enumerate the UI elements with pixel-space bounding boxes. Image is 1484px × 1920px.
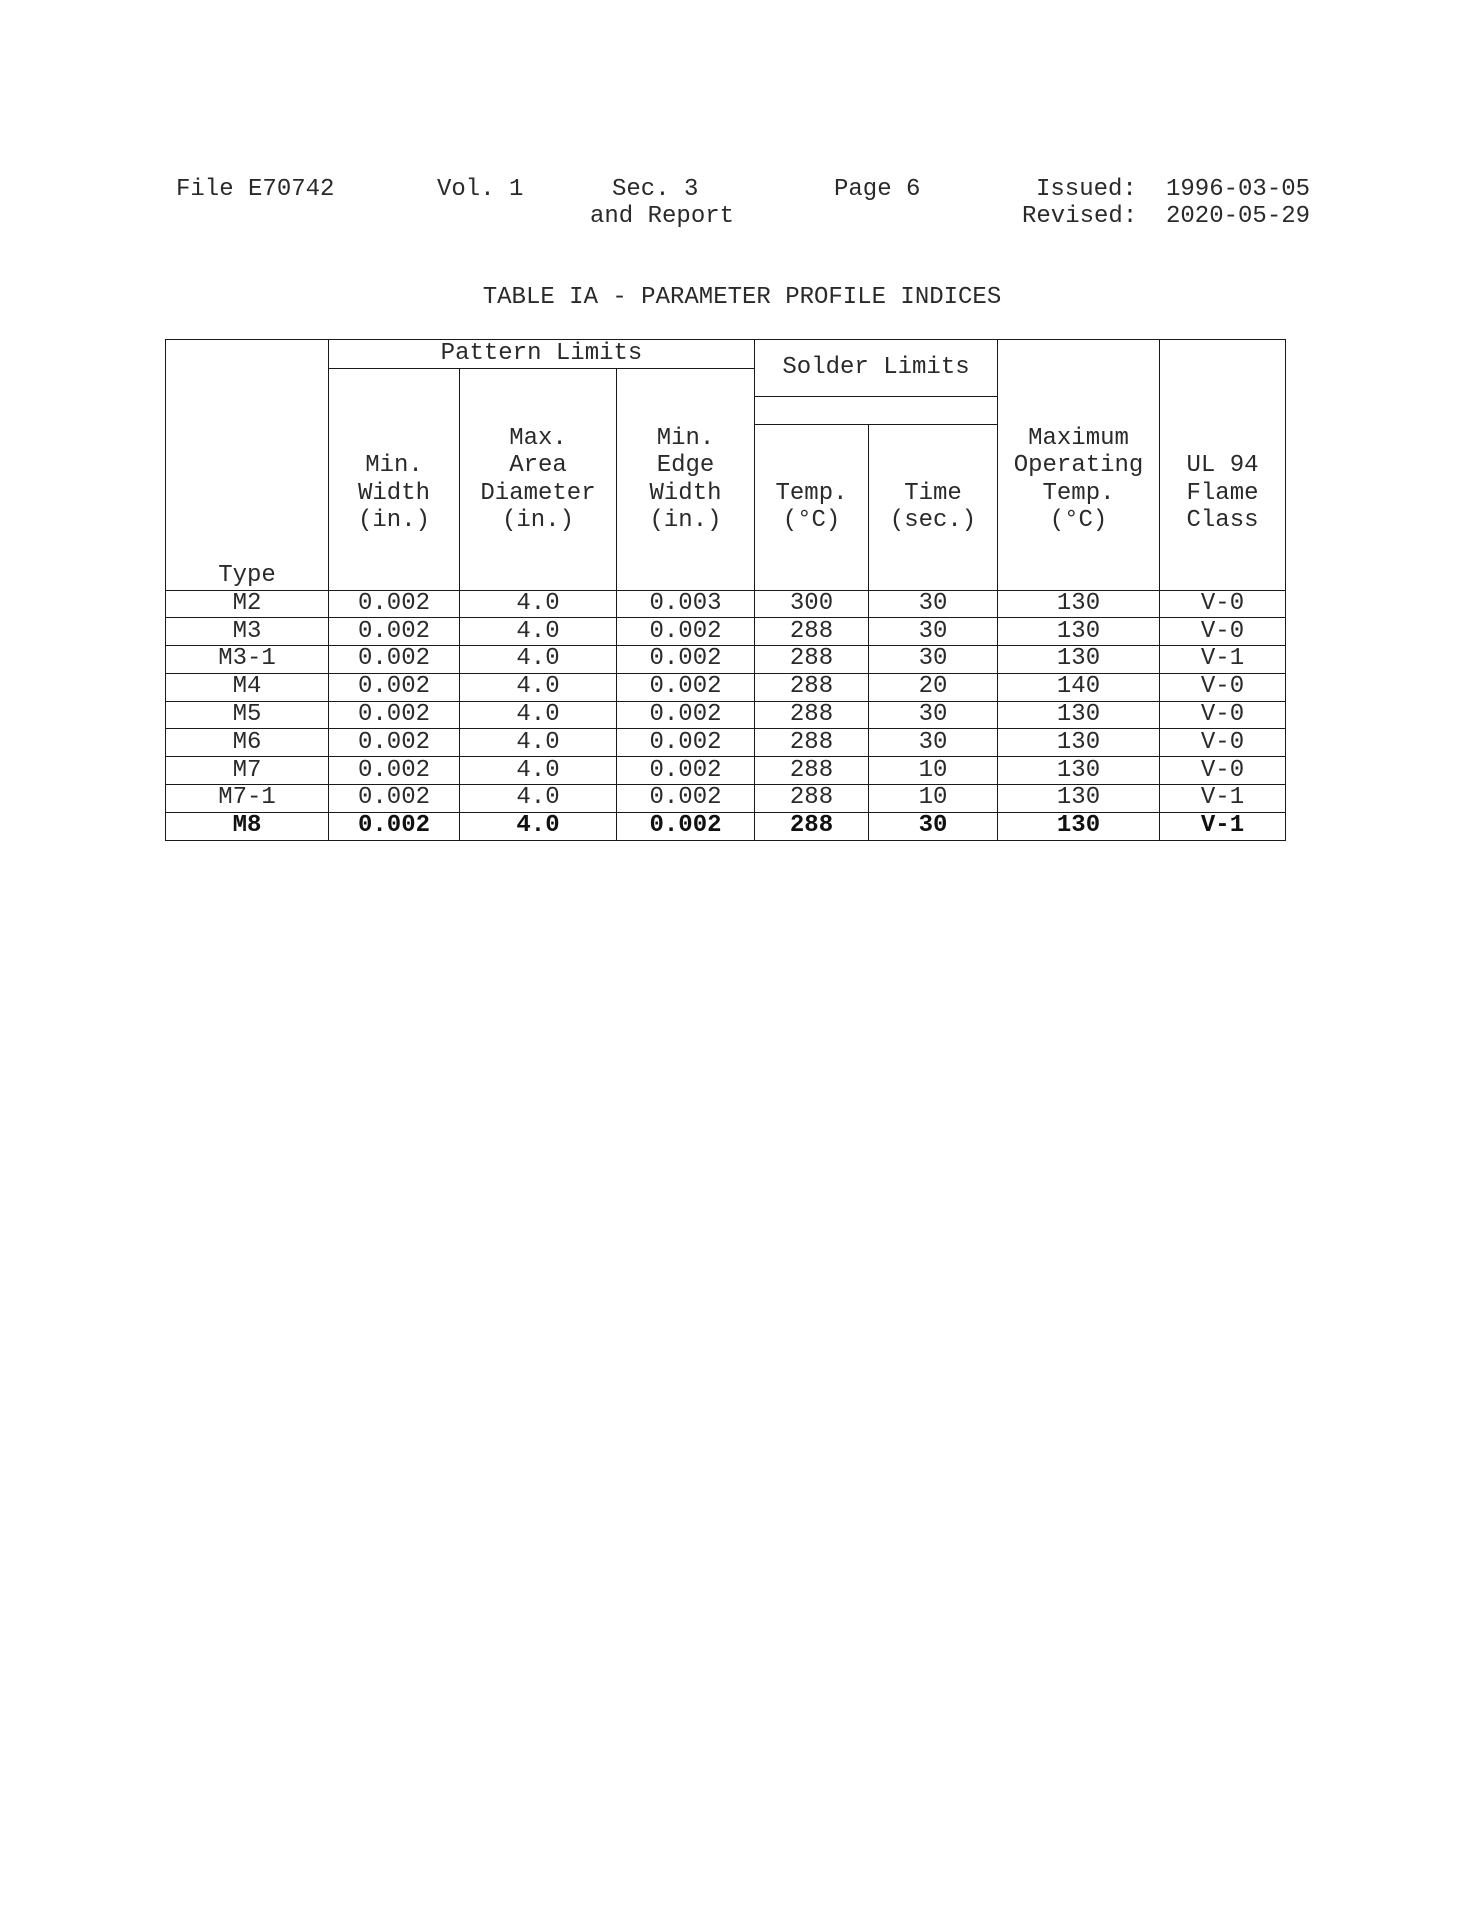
cell-type: M2	[166, 590, 329, 618]
cell-max-area-diameter: 4.0	[460, 785, 617, 813]
table-row	[166, 701, 1286, 729]
revised-date: 2020-05-29	[1166, 203, 1311, 230]
cell-solder-time: 30	[869, 701, 998, 729]
cell-type: M7	[166, 757, 329, 785]
issued-date: 1996-03-05	[1166, 176, 1311, 203]
table-row	[166, 729, 1286, 757]
issued-label: Issued:	[1036, 176, 1137, 203]
cell-max-area-diameter: 4.0	[460, 618, 617, 646]
cell-max-operating-temp: 130	[998, 701, 1160, 729]
cell-min-edge-width: 0.002	[617, 812, 755, 840]
cell-type: M3	[166, 618, 329, 646]
cell-min-width: 0.002	[329, 729, 460, 757]
cell-solder-time: 30	[869, 618, 998, 646]
cell-type: M7-1	[166, 785, 329, 813]
cell-type: M4	[166, 673, 329, 701]
cell-max-operating-temp: 130	[998, 812, 1160, 840]
cell-solder-temp: 288	[755, 757, 869, 785]
cell-solder-time: 30	[869, 729, 998, 757]
cell-min-edge-width: 0.002	[617, 757, 755, 785]
parameter-profile-table	[165, 339, 1286, 841]
cell-flame-class: V-1	[1160, 812, 1286, 840]
cell-min-width: 0.002	[329, 673, 460, 701]
cell-max-area-diameter: 4.0	[460, 646, 617, 674]
cell-min-width: 0.002	[329, 590, 460, 618]
group-header-pattern-limits: Pattern Limits	[329, 340, 755, 369]
cell-solder-temp: 300	[755, 590, 869, 618]
page-number: Page 6	[834, 176, 921, 203]
col-header-solder-time: Time (sec.)	[869, 424, 998, 590]
cell-solder-time: 30	[869, 590, 998, 618]
cell-type: M6	[166, 729, 329, 757]
cell-flame-class: V-0	[1160, 757, 1286, 785]
cell-min-edge-width: 0.002	[617, 673, 755, 701]
table-row	[166, 590, 1286, 618]
cell-solder-time: 20	[869, 673, 998, 701]
group-header-solder-limits: Solder Limits	[755, 340, 998, 397]
cell-solder-time: 30	[869, 646, 998, 674]
cell-solder-temp: 288	[755, 812, 869, 840]
cell-min-edge-width: 0.002	[617, 646, 755, 674]
cell-flame-class: V-0	[1160, 590, 1286, 618]
col-header-max-area-diameter: Max. Area Diameter (in.)	[460, 368, 617, 590]
cell-max-operating-temp: 130	[998, 785, 1160, 813]
cell-max-operating-temp: 130	[998, 618, 1160, 646]
cell-flame-class: V-0	[1160, 729, 1286, 757]
cell-type: M8	[166, 812, 329, 840]
cell-flame-class: V-0	[1160, 701, 1286, 729]
cell-max-operating-temp: 130	[998, 590, 1160, 618]
cell-min-edge-width: 0.002	[617, 729, 755, 757]
cell-max-area-diameter: 4.0	[460, 701, 617, 729]
col-header-min-width: Min. Width (in.)	[329, 368, 460, 590]
table-row	[166, 812, 1286, 840]
cell-solder-temp: 288	[755, 729, 869, 757]
cell-max-area-diameter: 4.0	[460, 590, 617, 618]
table-row	[166, 618, 1286, 646]
revised-label: Revised:	[1022, 203, 1138, 230]
col-header-ul94-flame-class: UL 94 Flame Class	[1160, 340, 1286, 591]
cell-flame-class: V-0	[1160, 618, 1286, 646]
cell-max-operating-temp: 130	[998, 757, 1160, 785]
cell-flame-class: V-1	[1160, 646, 1286, 674]
col-header-type: Type	[166, 340, 329, 591]
cell-solder-time: 10	[869, 757, 998, 785]
cell-solder-temp: 288	[755, 646, 869, 674]
cell-max-operating-temp: 130	[998, 646, 1160, 674]
cell-min-edge-width: 0.002	[617, 701, 755, 729]
cell-min-edge-width: 0.002	[617, 618, 755, 646]
cell-min-edge-width: 0.002	[617, 785, 755, 813]
cell-solder-time: 30	[869, 812, 998, 840]
volume: Vol. 1	[437, 176, 524, 203]
cell-min-width: 0.002	[329, 812, 460, 840]
cell-solder-temp: 288	[755, 673, 869, 701]
col-header-min-edge-width: Min. Edge Width (in.)	[617, 368, 755, 590]
cell-min-edge-width: 0.003	[617, 590, 755, 618]
cell-flame-class: V-0	[1160, 673, 1286, 701]
table-row	[166, 673, 1286, 701]
cell-solder-time: 10	[869, 785, 998, 813]
cell-min-width: 0.002	[329, 701, 460, 729]
col-header-solder-temp: Temp. (°C)	[755, 424, 869, 590]
cell-flame-class: V-1	[1160, 785, 1286, 813]
cell-solder-temp: 288	[755, 618, 869, 646]
cell-max-operating-temp: 130	[998, 729, 1160, 757]
table-row	[166, 757, 1286, 785]
table-row	[166, 785, 1286, 813]
cell-max-area-diameter: 4.0	[460, 757, 617, 785]
cell-min-width: 0.002	[329, 757, 460, 785]
cell-max-operating-temp: 140	[998, 673, 1160, 701]
cell-max-area-diameter: 4.0	[460, 673, 617, 701]
table-title: TABLE IA - PARAMETER PROFILE INDICES	[482, 284, 1002, 311]
table-row	[166, 646, 1286, 674]
cell-min-width: 0.002	[329, 785, 460, 813]
file-number: File E70742	[176, 176, 335, 203]
section-subtitle: and Report	[590, 203, 735, 230]
cell-solder-temp: 288	[755, 701, 869, 729]
cell-max-area-diameter: 4.0	[460, 812, 617, 840]
cell-min-width: 0.002	[329, 618, 460, 646]
cell-min-width: 0.002	[329, 646, 460, 674]
cell-type: M5	[166, 701, 329, 729]
cell-type: M3-1	[166, 646, 329, 674]
section: Sec. 3	[612, 176, 699, 203]
col-header-max-operating-temp: Maximum Operating Temp. (°C)	[998, 340, 1160, 591]
cell-max-area-diameter: 4.0	[460, 729, 617, 757]
cell-solder-temp: 288	[755, 785, 869, 813]
